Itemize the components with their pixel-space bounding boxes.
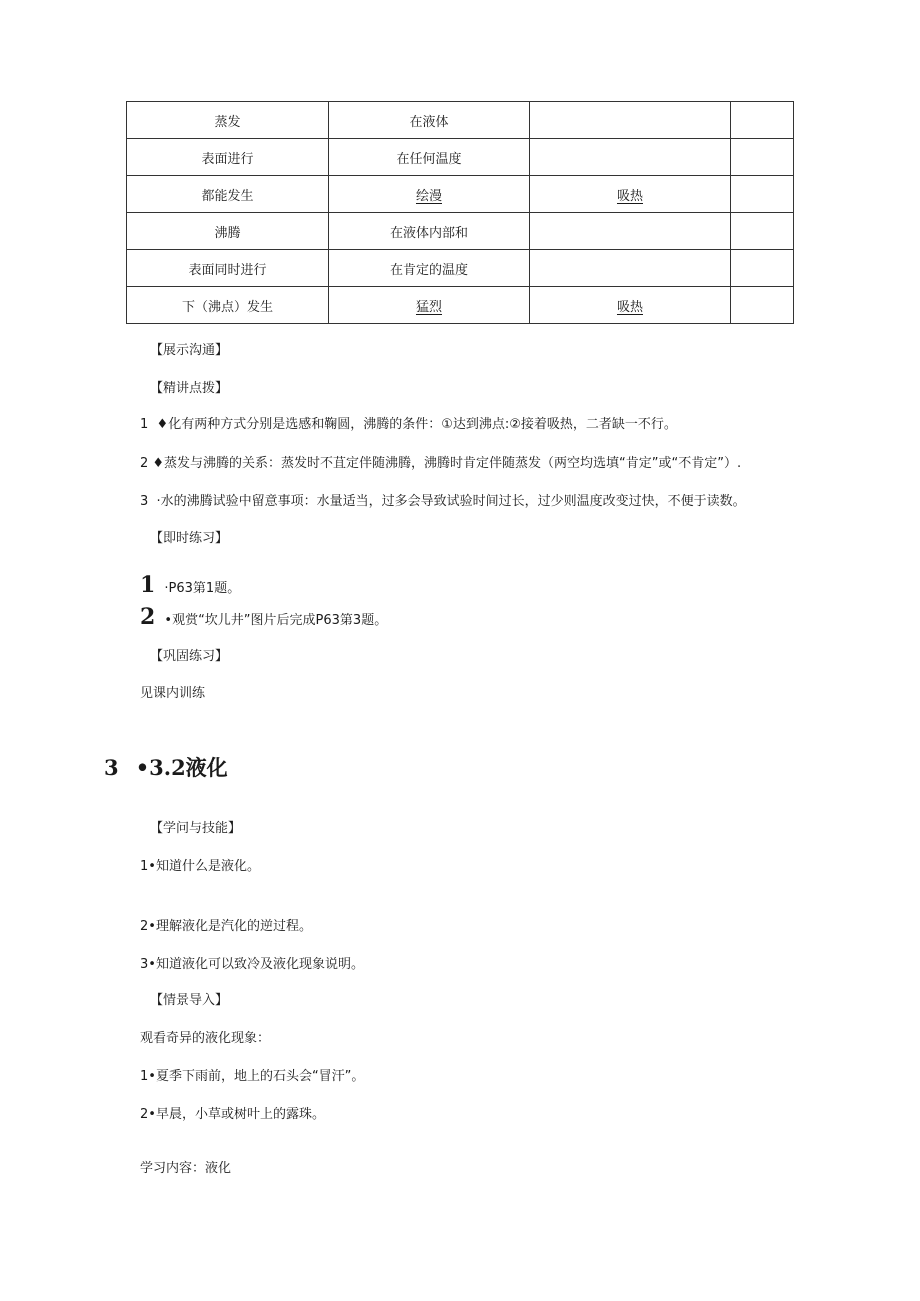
table-cell [530, 102, 731, 139]
table-cell [329, 176, 530, 213]
cell-text-underlined: 猛烈 [415, 299, 442, 315]
table-cell [731, 176, 794, 213]
exercise-number: 1 [140, 572, 156, 598]
cell-text-underlined: 绘漫 [415, 188, 442, 204]
table-cell [731, 102, 794, 139]
table-cell [530, 213, 731, 250]
table-row [127, 250, 794, 287]
table-cell [731, 287, 794, 324]
table-cell [530, 287, 731, 324]
table-cell: 下（沸点）发生 [127, 287, 329, 324]
exercise-1 [140, 572, 240, 598]
table-cell: 蒸发 [127, 102, 329, 139]
table-row [127, 139, 794, 176]
learning-content: 学习内容：液化 [140, 1161, 232, 1176]
evaporation-boiling-table [126, 101, 794, 324]
table-cell [530, 176, 731, 213]
label-show-communicate: 【展示沟通】 [150, 343, 229, 358]
section-heading [104, 752, 228, 782]
exercise-text: •观赏“坎儿井”图片后完成P63第3题。 [164, 613, 388, 628]
exercise-text: ·P63第1题。 [164, 581, 241, 596]
label-scene-intro: 【情景导入】 [150, 993, 229, 1008]
exercise-number: 2 [140, 604, 156, 630]
section-title: •3.2液化 [135, 755, 228, 780]
table-cell: 表面进行 [127, 139, 329, 176]
table-cell: 在肯定的温度 [329, 250, 530, 287]
skill-2: 2•理解液化是汽化的逆过程。 [140, 919, 312, 934]
skill-3: 3•知道液化可以致冷及液化现象说明。 [140, 957, 364, 972]
table-cell: 沸腾 [127, 213, 329, 250]
table-cell [731, 250, 794, 287]
table-cell [731, 139, 794, 176]
table-cell: 在液体 [329, 102, 530, 139]
label-consolidation: 【巩固练习】 [150, 649, 229, 664]
table-cell [731, 213, 794, 250]
exercise-2 [140, 604, 387, 630]
table-row [127, 102, 794, 139]
observation-1: 1•夏季下雨前，地上的石头会“冒汗”。 [140, 1069, 365, 1084]
observe-text: 观看奇异的液化现象： [140, 1031, 271, 1046]
table-row [127, 213, 794, 250]
section-number: 3 [104, 755, 119, 780]
label-knowledge-skills: 【学问与技能】 [150, 821, 242, 836]
label-instant-practice: 【即时练习】 [150, 531, 229, 546]
table-cell [530, 250, 731, 287]
label-key-points: 【精讲点拨】 [150, 381, 229, 396]
key-point-3: 3 ·水的沸腾试验中留意事项：水量适当，过多会导致试验时间过长，过少则温度改变过快，不便于读数。 [140, 494, 746, 509]
key-point-2: 2 ♦蒸发与沸腾的关系：蒸发时不苴定伴随沸腾，沸腾时肯定伴随蒸发（两空均选填“肯定”或“不肯定”）. [140, 456, 742, 471]
see-training: 见课内训练 [140, 686, 206, 701]
table-cell [329, 287, 530, 324]
table-cell: 在任何温度 [329, 139, 530, 176]
table-cell: 在液体内部和 [329, 213, 530, 250]
observation-2: 2•早晨，小草或树叶上的露珠。 [140, 1107, 325, 1122]
cell-text-underlined: 吸热 [616, 299, 643, 315]
table-cell: 都能发生 [127, 176, 329, 213]
skill-1: 1•知道什么是液化。 [140, 859, 260, 874]
key-point-1: 1 ♦化有两种方式分别是选感和鞠圆，沸腾的条件：①达到沸点:②接着吸热，二者缺一不行。 [140, 417, 677, 432]
table-row [127, 176, 794, 213]
table-cell [530, 139, 731, 176]
table-row [127, 287, 794, 324]
cell-text-underlined: 吸热 [616, 188, 643, 204]
table-cell: 表面同时进行 [127, 250, 329, 287]
